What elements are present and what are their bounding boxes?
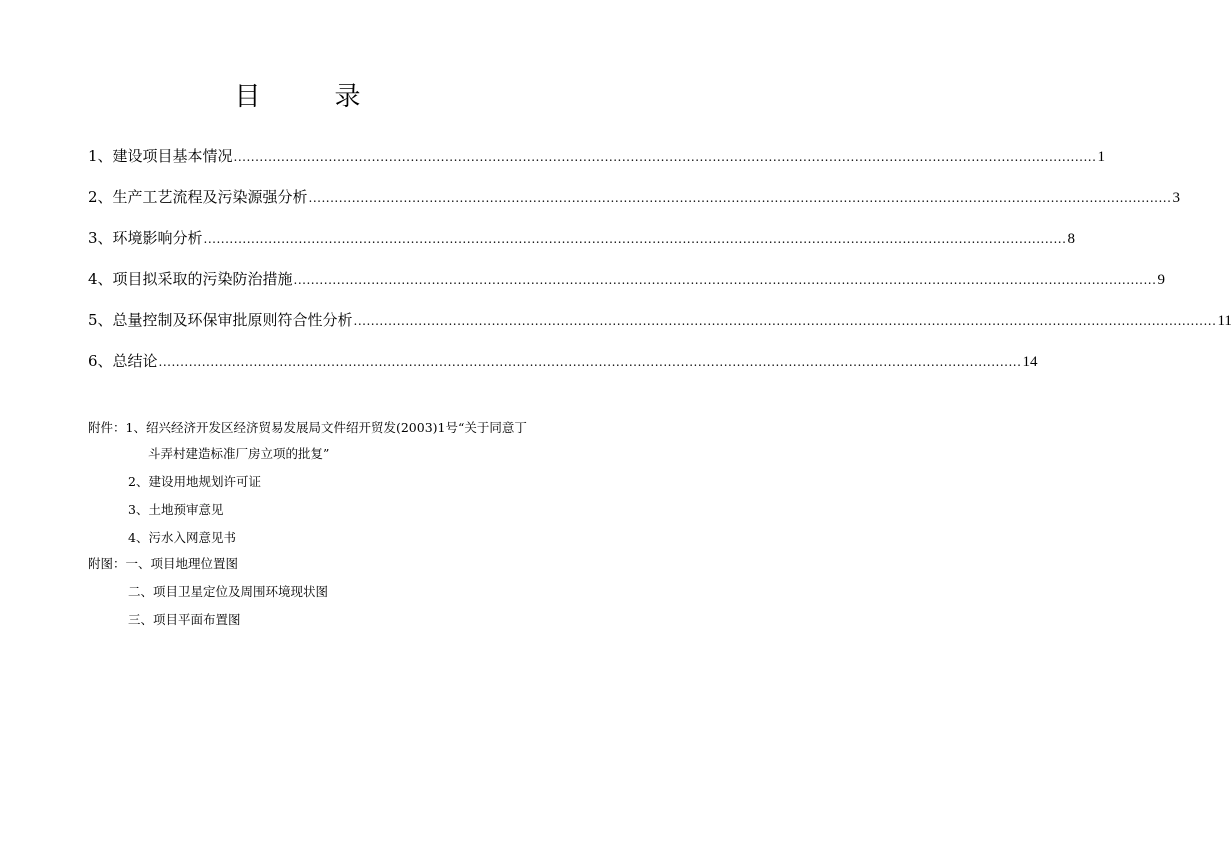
toc-entry[interactable]: [88, 146, 1105, 187]
figure-item-2: 二、项目卫星定位及周围环境现状图: [128, 584, 329, 599]
toc-entry[interactable]: [88, 351, 1038, 392]
figures-heading: 附图：: [88, 556, 126, 571]
toc-entry-page: 9: [1157, 272, 1165, 288]
toc-entry-label: 6、总结论: [88, 352, 158, 370]
toc-entry-label: 3、环境影响分析: [88, 229, 203, 247]
attachment-item-4: 4、污水入网意见书: [128, 530, 236, 545]
toc-entry-page: 1: [1097, 149, 1105, 165]
toc-leader-dots: ........................................................................................................................................................................................................: [233, 150, 1097, 164]
toc-title: 目 录: [234, 82, 385, 112]
toc-leader-dots: ........................................................................................................................................................................................................: [158, 355, 1022, 369]
toc-leader-dots: ........................................................................................................................................................................................................: [353, 314, 1217, 328]
toc-entry-label: 4、项目拟采取的污染防治措施: [88, 270, 293, 288]
toc-entry[interactable]: [88, 310, 1232, 351]
toc-leader-dots: ........................................................................................................................................................................................................: [293, 273, 1157, 287]
toc-entry[interactable]: [88, 187, 1180, 228]
toc-leader-dots: ........................................................................................................................................................................................................: [308, 191, 1172, 205]
toc-entry-label: 1、建设项目基本情况: [88, 147, 233, 165]
attachment-item-3: 3、土地预审意见: [128, 502, 224, 517]
toc-entry[interactable]: [88, 228, 1075, 269]
toc-entry-page: 8: [1067, 231, 1075, 247]
attachment-item-2: 2、建设用地规划许可证: [128, 474, 261, 489]
toc-leader-dots: ........................................................................................................................................................................................................: [203, 232, 1067, 246]
figure-item-3: 三、项目平面布置图: [128, 612, 241, 627]
attachment-item-1-line-2: 斗弄村建造标准厂房立项的批复”: [148, 446, 330, 461]
toc-entry-page: 14: [1022, 354, 1038, 370]
figure-item-1: [88, 556, 238, 572]
attachment-item-1-line-1: 1、绍兴经济开发区经济贸易发展局文件绍开贸发(2003)1号“关于同意丁: [125, 420, 527, 435]
toc-entry-page: 11: [1217, 313, 1232, 329]
attachments-heading: 附件：: [88, 420, 126, 435]
toc-entry[interactable]: [88, 269, 1165, 310]
table-of-contents: [88, 146, 1232, 392]
toc-entry-label: 2、生产工艺流程及污染源强分析: [88, 188, 308, 206]
toc-entry-page: 3: [1172, 190, 1180, 206]
toc-entry-label: 5、总量控制及环保审批原则符合性分析: [88, 311, 353, 329]
attachment-item-1: [88, 420, 527, 436]
figure-item-1-label: 一、项目地理位置图: [125, 556, 239, 571]
